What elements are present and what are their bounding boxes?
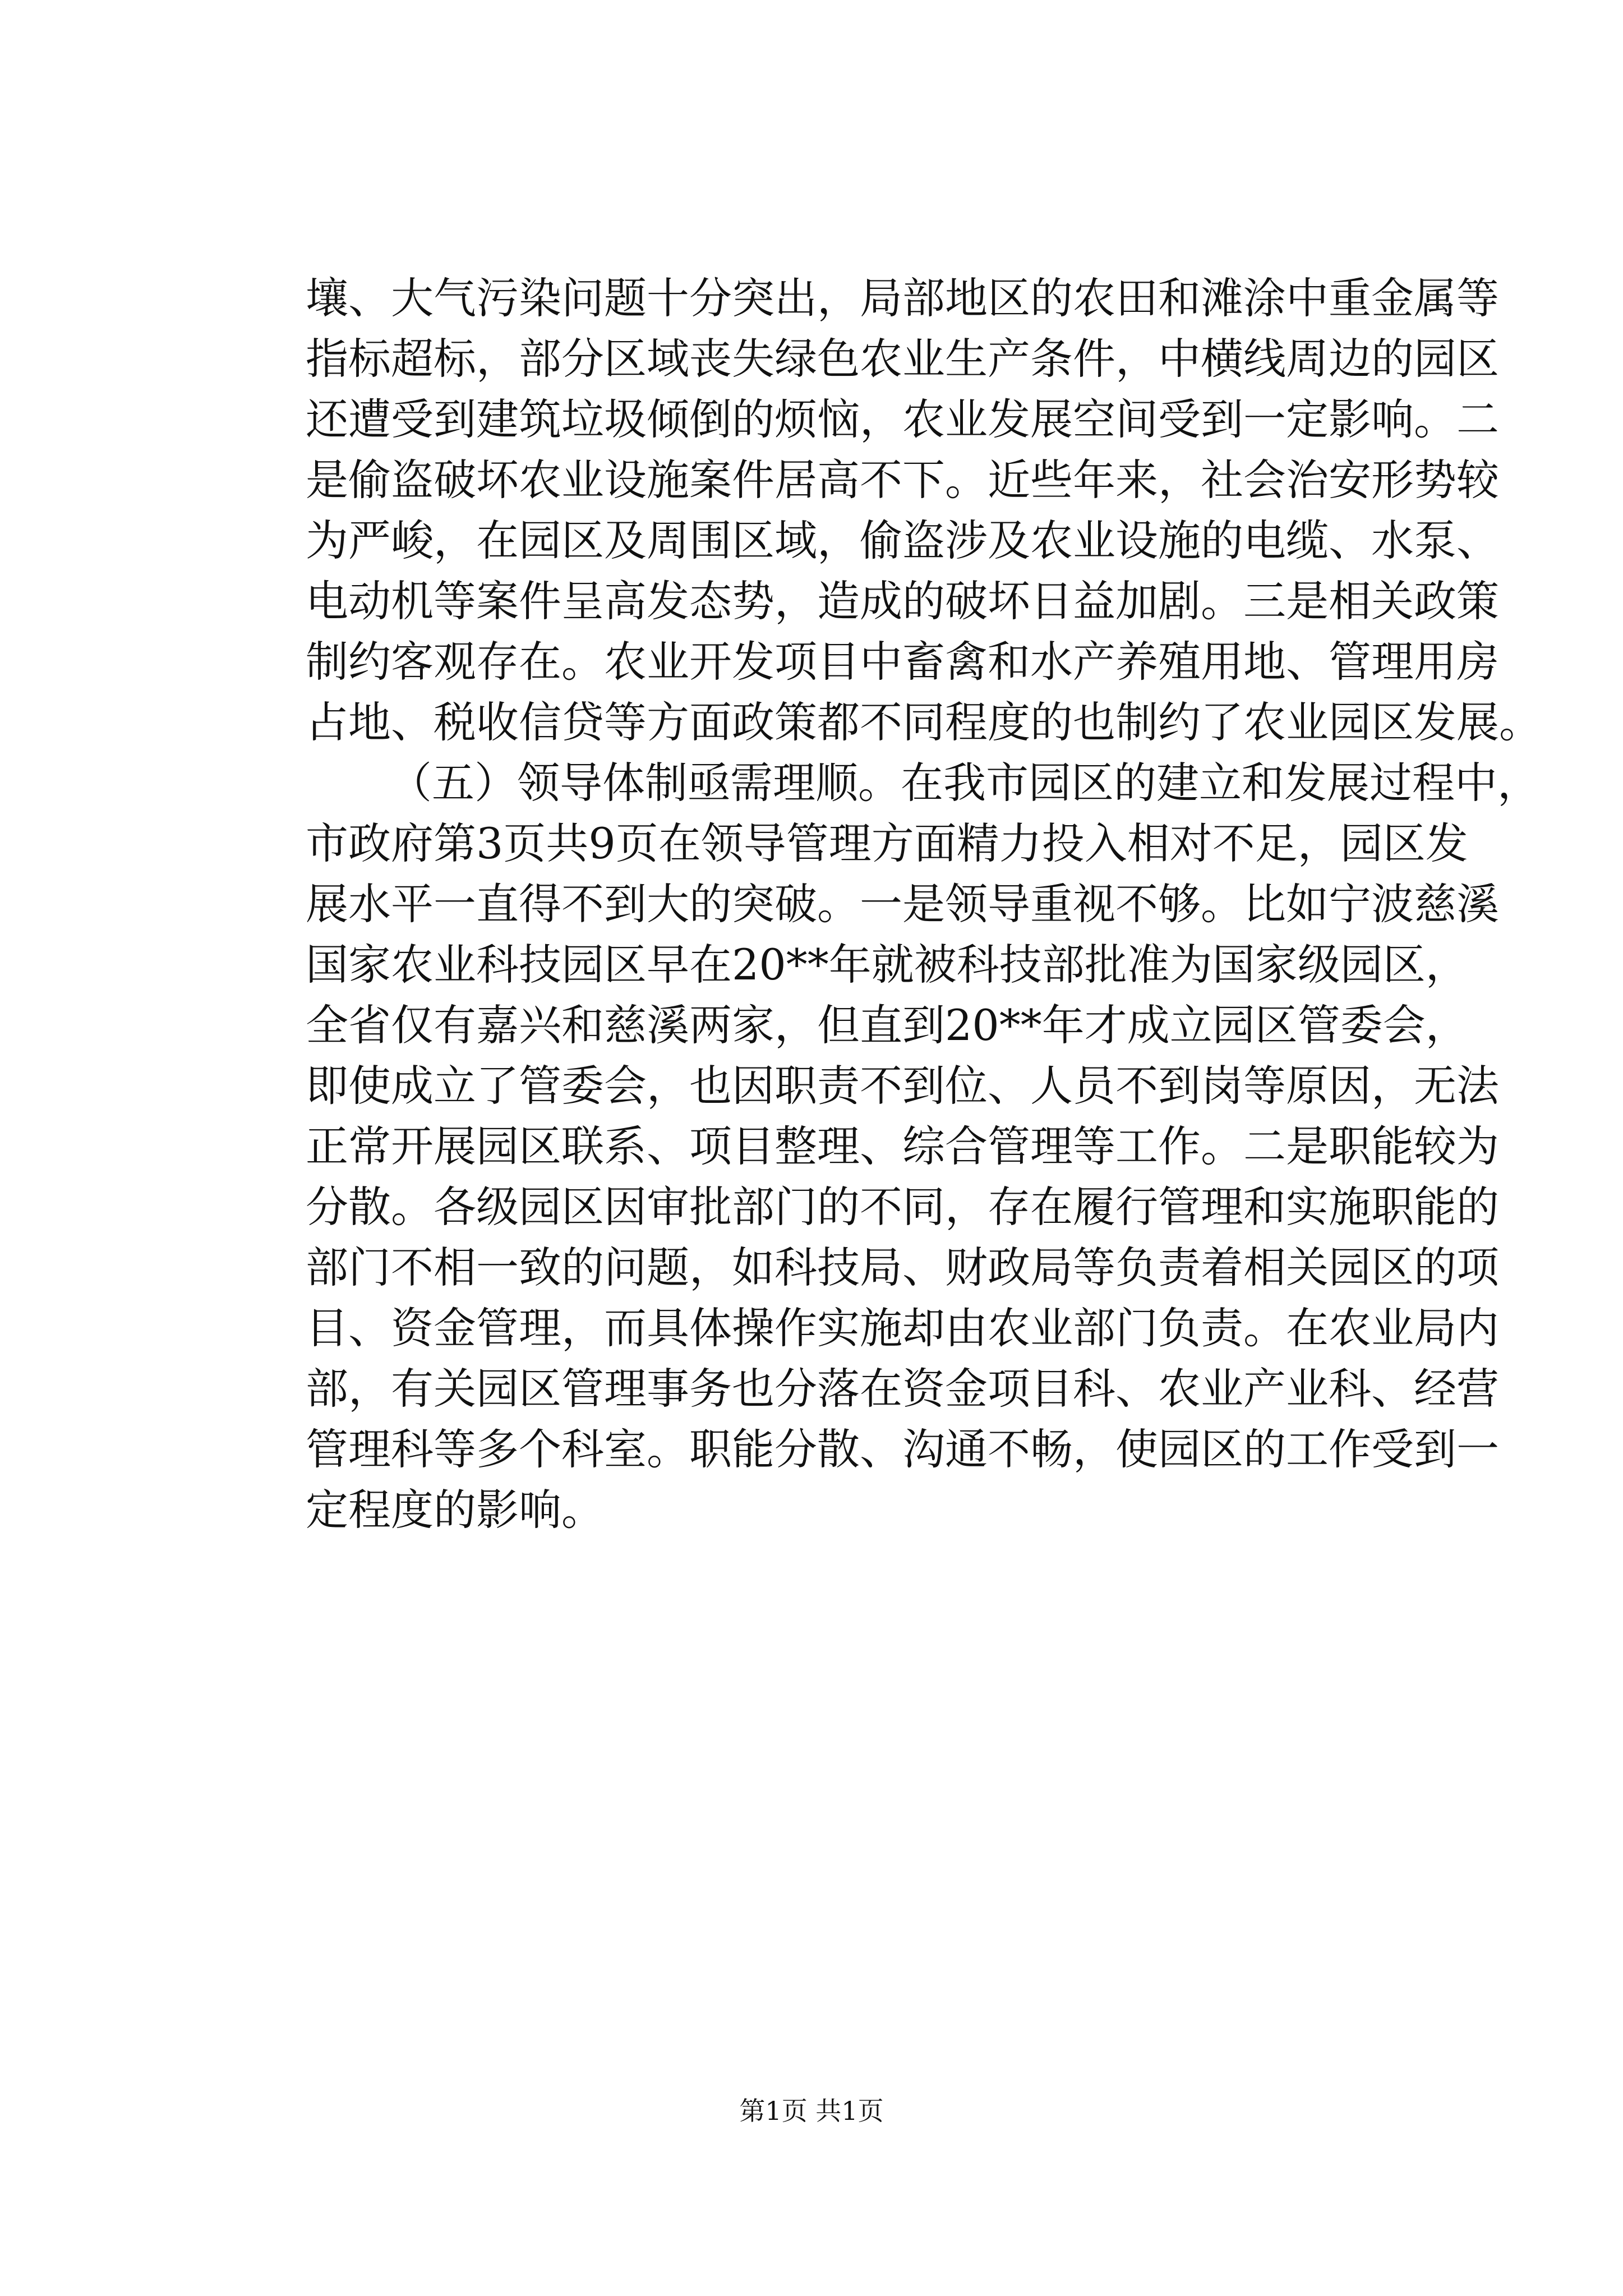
document-body (306, 268, 1542, 1540)
page-number-label: 第1页 共1页 (739, 2096, 884, 2126)
text-line: 电动机等案件呈高发态势，造成的破坏日益加剧。三是相关政策 (306, 576, 1499, 626)
page-footer (0, 2094, 1623, 2128)
text-line: 正常开展园区联系、项目整理、综合管理等工作。二是职能较为 (306, 1121, 1499, 1171)
text-line: 管理科等多个科室。职能分散、沟通不畅，使园区的工作受到一 (306, 1424, 1499, 1474)
text-line: 制约客观存在。农业开发项目中畜禽和水产养殖用地、管理用房 (306, 637, 1499, 687)
text-line: 定程度的影响。 (306, 1485, 604, 1535)
text-line: 目、资金管理，而具体操作实施却由农业部门负责。在农业局内 (306, 1303, 1499, 1353)
text-line: 全省仅有嘉兴和慈溪两家，但直到20**年才成立园区管委会， (306, 1000, 1468, 1050)
text-line: 是偷盗破坏农业设施案件居高不下。近些年来，社会治安形势较 (306, 455, 1499, 505)
text-line: 国家农业科技园区早在20**年就被科技部批准为国家级园区， (306, 940, 1468, 990)
text-line: 展水平一直得不到大的突破。一是领导重视不够。比如宁波慈溪 (306, 879, 1499, 929)
text-line: 分散。各级园区因审批部门的不同，存在履行管理和实施职能的 (306, 1182, 1499, 1232)
text-line: 指标超标，部分区域丧失绿色农业生产条件，中横线周边的园区 (306, 334, 1499, 384)
section-heading-line: （五）领导体制亟需理顺。在我市园区的建立和发展过程中， (389, 758, 1540, 808)
text-line: 部门不相一致的问题，如科技局、财政局等负责着相关园区的项 (306, 1243, 1499, 1292)
text-line: 还遭受到建筑垃圾倾倒的烦恼，农业发展空间受到一定影响。二 (306, 394, 1499, 444)
text-line: 即使成立了管委会，也因职责不到位、人员不到岗等原因，无法 (306, 1061, 1499, 1111)
text-line: 部，有关园区管理事务也分落在资金项目科、农业产业科、经营 (306, 1364, 1499, 1414)
text-line: 占地、税收信贷等方面政策都不同程度的也制约了农业园区发展。 (306, 697, 1542, 747)
text-line: 壤、大气污染问题十分突出，局部地区的农田和滩涂中重金属等 (306, 273, 1499, 323)
text-line: 为严峻，在园区及周围区域，偷盗涉及农业设施的电缆、水泵、 (306, 516, 1499, 565)
text-line: 市政府第3页共9页在领导管理方面精力投入相对不足，园区发 (306, 818, 1468, 868)
